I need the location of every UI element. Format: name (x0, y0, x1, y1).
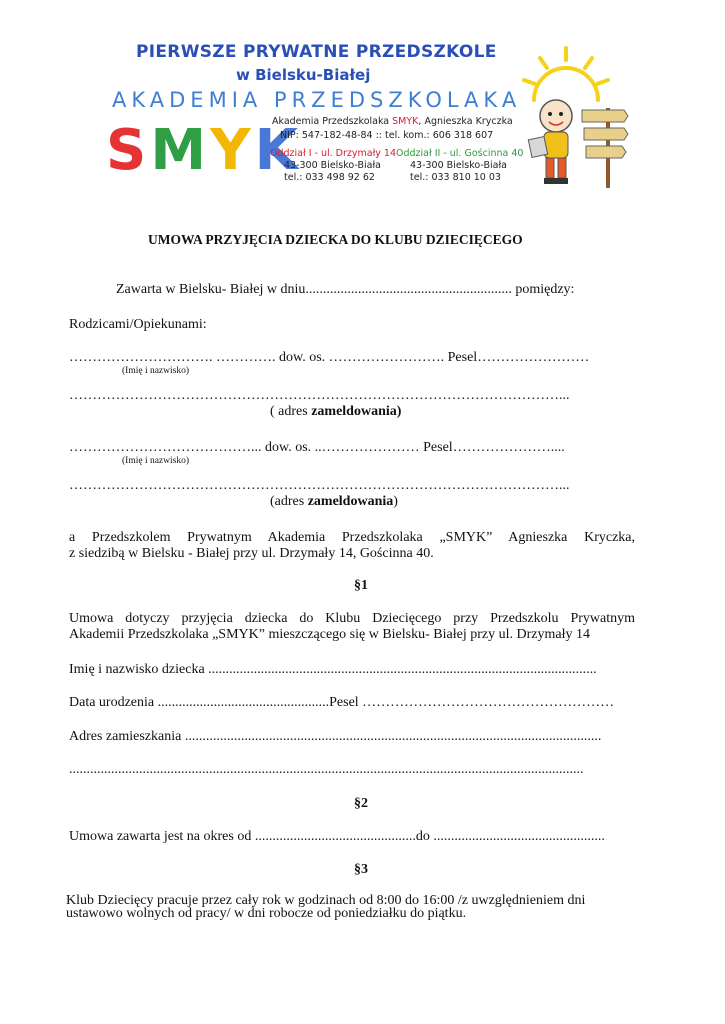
school-name-line1: PIERWSZE PRYWATNE PRZEDSZKOLE (136, 42, 497, 62)
company-pre: Akademia Przedszkolaka (272, 116, 393, 127)
branch1-tel: tel.: 033 498 92 62 (284, 172, 375, 183)
company-smyk: SMYK (392, 116, 419, 127)
address-live-field-2: ................................................................................................................................................... (69, 762, 584, 777)
section-3-line2: ustawowo wolnych od pracy/ w dni robocze od poniedziałku do piątku. (66, 906, 467, 921)
parent1-fields: …………………………. …………. dow. os. ……………………. Pesel…………………… (69, 350, 590, 365)
parent2-name-hint: (Imię i nazwisko) (122, 456, 190, 466)
child-name-field: Imię i nazwisko dziecka ............................................................................................................... (69, 662, 597, 677)
parent2-fields: …………………………………... dow. os. ..………………… Pesel………………….... (69, 440, 565, 455)
parent1-address-line: ……………………………………………………………………………………………... (69, 388, 570, 403)
parents-label: Rodzicami/Opiekunami: (69, 317, 207, 332)
address2-bold: zameldowania (307, 494, 394, 509)
logo-letter-k: K (254, 118, 299, 183)
branch1-name: Oddział I - ul. Drzymały 14 (270, 148, 397, 159)
company-line (272, 116, 513, 127)
kindergarten-line2: z siedzibą w Bielsku - Białej przy ul. Drzymały 14, Gościnna 40. (69, 546, 434, 561)
section-1-line2: Akademii Przedszkolaka „SMYK” mieszczącego się w Bielsku- Białej przy ul. Drzymały 14 (69, 627, 590, 642)
address2-suffix: ) (393, 494, 398, 509)
sun-icon (524, 48, 608, 100)
branch2-name: Oddział II - ul. Gościnna 40 (396, 148, 524, 159)
school-name-line2: w Bielsku-Białej (236, 66, 371, 84)
parent1-name-hint: (Imię i nazwisko) (122, 366, 190, 376)
section-3-heading: §3 (354, 862, 368, 877)
logo-letter-s: S (106, 118, 147, 183)
nip-line: NIP: 547-182-48-84 :: tel. kom.: 606 318 607 (280, 130, 494, 141)
logo-letter-m: M (150, 118, 207, 183)
child-icon (528, 100, 572, 184)
company-post: , Agnieszka Kryczka (418, 116, 513, 127)
section-3-line1: Klub Dziecięcy pracuje przez cały rok w godzinach od 8:00 do 16:00 /z uwzględnieniem dni (66, 893, 586, 908)
section-2-period: Umowa zawarta jest na okres od ..............................................do ................................................. (69, 829, 605, 844)
address2-prefix: (adres (270, 494, 308, 509)
sun-child-illustration (520, 38, 630, 188)
address1-bold: zameldowania) (311, 404, 402, 419)
kindergarten-line1: a Przedszkolem Prywatnym Akademia Przedszkolaka „SMYK” Agnieszka Kryczka, (69, 530, 635, 545)
section-1-line1: Umowa dotyczy przyjęcia dziecka do Klubu Dziecięcego przy Przedszkolu Prywatnym (69, 611, 635, 626)
branch2-city: 43-300 Bielsko-Biała (410, 160, 507, 171)
address-live-field: Adres zamieszkania ....................................................................................................................... (69, 729, 602, 744)
address1-prefix: ( adres (270, 404, 312, 419)
section-2-heading: §2 (354, 796, 368, 811)
parent2-address-caption (270, 494, 398, 510)
birth-date-pesel-field: Data urodzenia .................................................Pesel ……………………………………………… (69, 695, 615, 710)
concluded-line: Zawarta w Bielsku- Białej w dniu........................................................... pomiędzy: (116, 282, 575, 297)
branch1-city: 43-300 Bielsko-Biała (284, 160, 381, 171)
logo-letter-y: Y (210, 118, 251, 183)
parent2-address-line: ……………………………………………………………………………………………... (69, 478, 570, 493)
signpost-icon (582, 108, 628, 188)
section-1-heading: §1 (354, 578, 368, 593)
branch2-tel: tel.: 033 810 10 03 (410, 172, 501, 183)
parent1-address-caption (270, 404, 401, 420)
akademia-heading: AKADEMIA PRZEDSZKOLAKA (112, 88, 522, 112)
document-title: UMOWA PRZYJĘCIA DZIECKA DO KLUBU DZIECIĘCEGO (148, 232, 523, 247)
